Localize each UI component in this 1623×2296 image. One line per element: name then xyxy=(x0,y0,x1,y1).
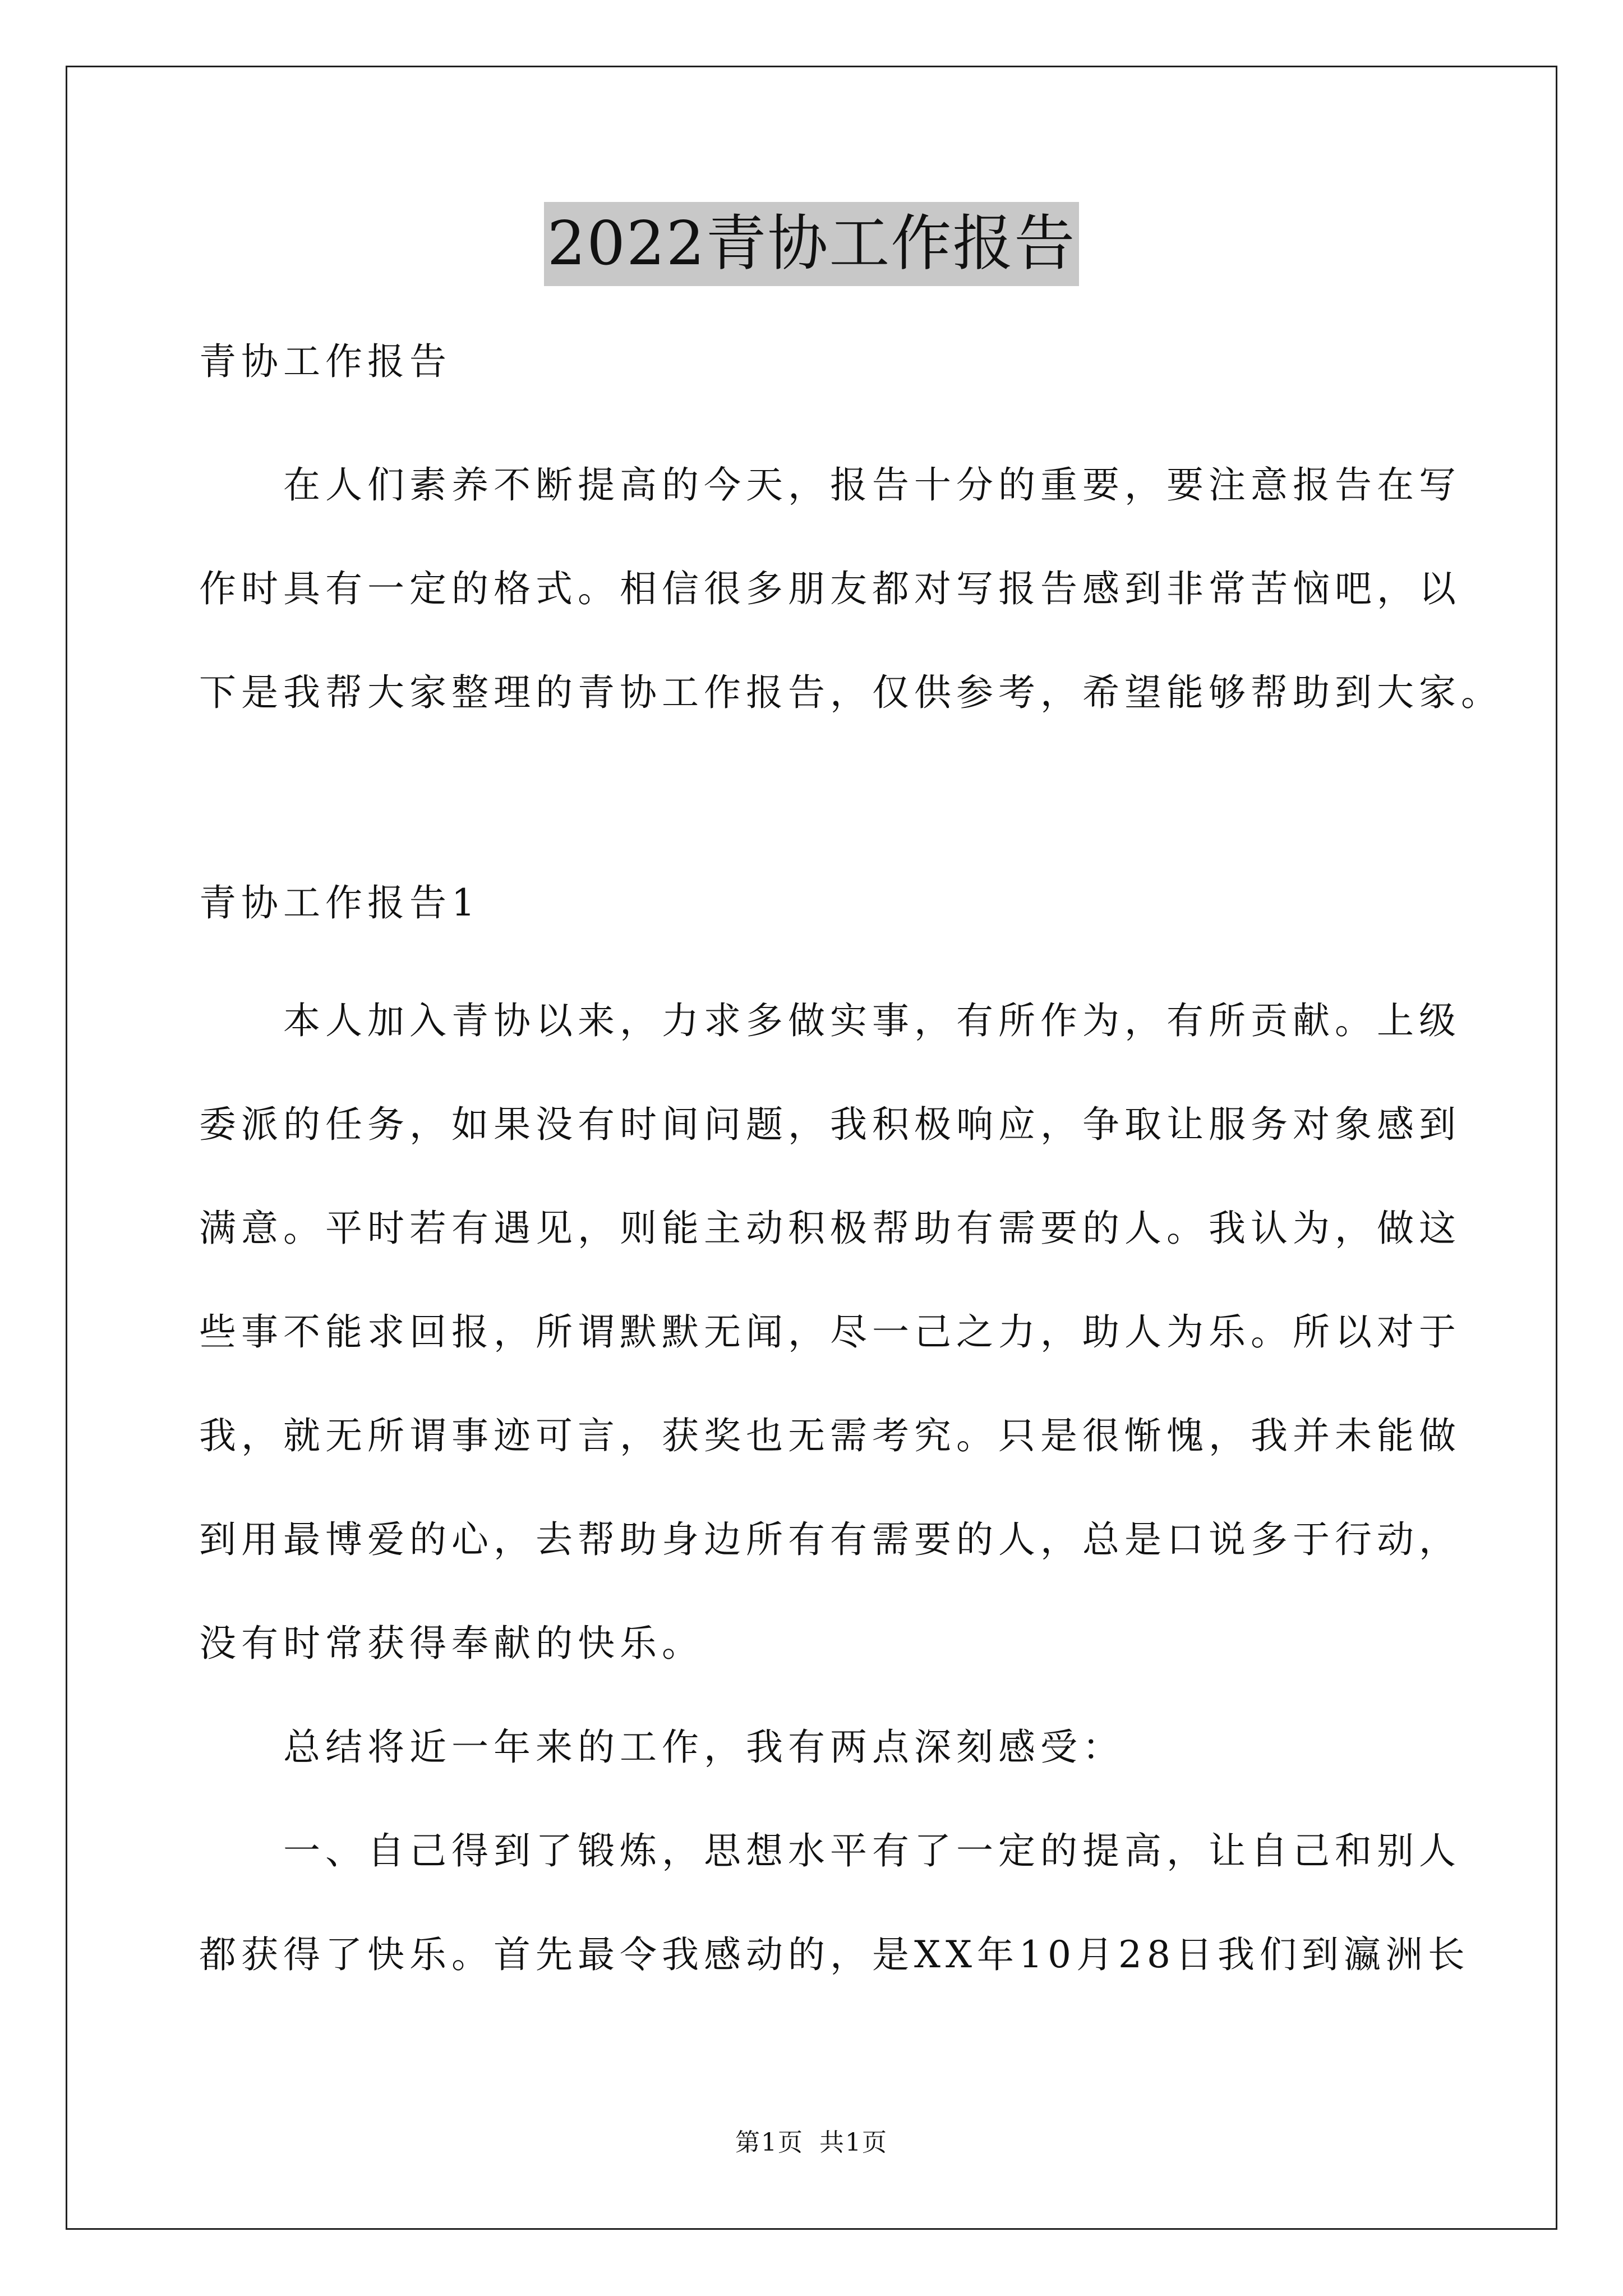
paragraph-line: 没有时常获得奉献的快乐。 xyxy=(199,1622,704,1665)
paragraph-line: 都获得了快乐。首先最令我感动的，是XX年10月28日我们到瀛洲长 xyxy=(199,1933,1470,1976)
paragraph-line: 委派的任务，如果没有时间问题，我积极响应，争取让服务对象感到 xyxy=(199,1103,1461,1146)
paragraph-line: 我，就无所谓事迹可言，获奖也无需考究。只是很惭愧，我并未能做 xyxy=(199,1414,1461,1457)
paragraph-line: 下是我帮大家整理的青协工作报告，仅供参考，希望能够帮助到大家。 xyxy=(199,671,1503,714)
paragraph-line: 满意。平时若有遇见，则能主动积极帮助有需要的人。我认为，做这 xyxy=(199,1207,1461,1250)
subheading-report-1: 青协工作报告1 xyxy=(199,881,480,924)
paragraph-line: 本人加入青协以来，力求多做实事，有所作为，有所贡献。上级 xyxy=(283,999,1461,1042)
page-number-total: 共1页 xyxy=(819,2128,888,2157)
paragraph-line: 作时具有一定的格式。相信很多朋友都对写报告感到非常苦恼吧，以 xyxy=(199,567,1461,610)
paragraph-line: 总结将近一年来的工作，我有两点深刻感受： xyxy=(283,1726,1124,1769)
page-footer xyxy=(0,2126,1623,2160)
subheading-report: 青协工作报告 xyxy=(199,340,451,383)
page-number-current: 第1页 xyxy=(735,2128,804,2157)
paragraph-line: 在人们素养不断提高的今天，报告十分的重要，要注意报告在写 xyxy=(283,463,1461,507)
document-title: 2022青协工作报告 xyxy=(544,202,1080,286)
title-container xyxy=(0,202,1623,286)
paragraph-line: 到用最博爱的心，去帮助身边所有有需要的人，总是口说多于行动， xyxy=(199,1518,1461,1561)
paragraph-line: 些事不能求回报，所谓默默无闻，尽一己之力，助人为乐。所以对于 xyxy=(199,1310,1461,1354)
paragraph-line: 一、自己得到了锻炼，思想水平有了一定的提高，让自己和别人 xyxy=(283,1829,1461,1872)
